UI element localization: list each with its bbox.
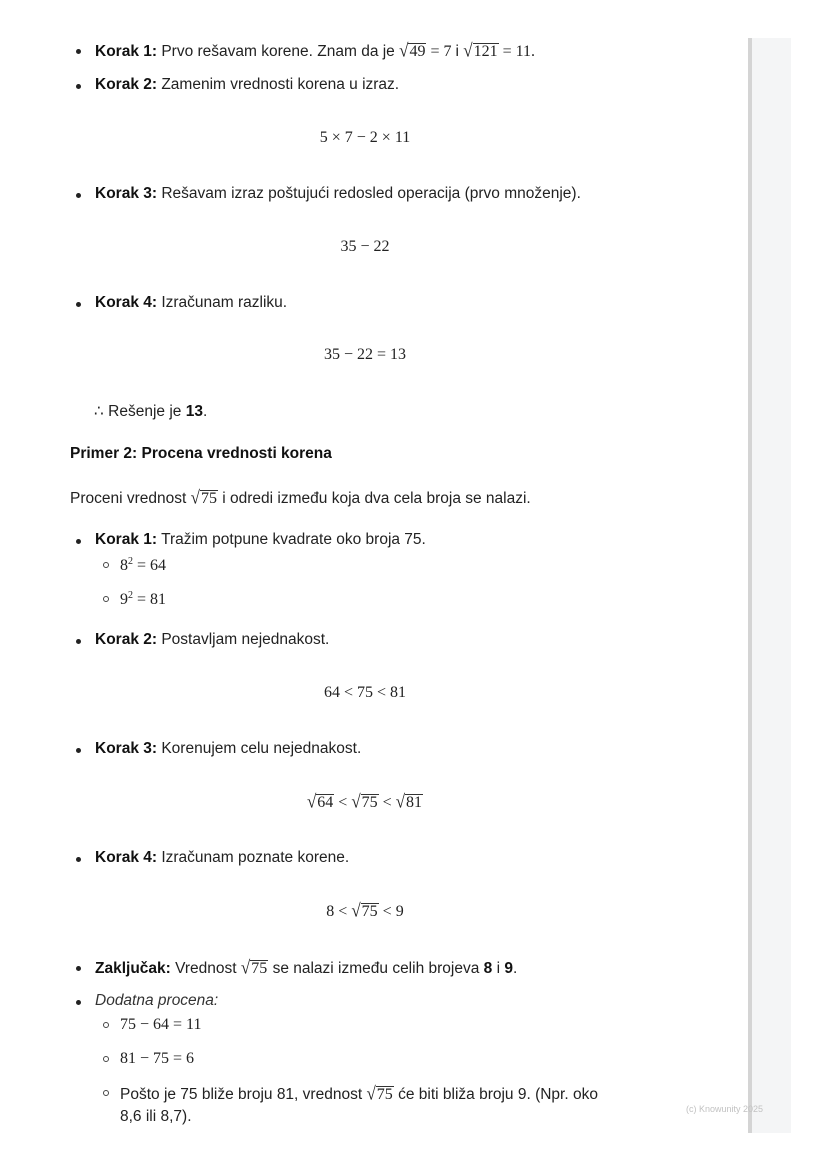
sub-list-item: 75 − 64 = 11 [120,1016,201,1034]
sub-list-item: $9^2 = 81$ [120,590,166,609]
bullet-icon [76,302,81,307]
sqrt-expression: √75 [351,900,378,921]
step-text: Rešavam izraz poštujući redosled operacija (prvo množenje). [161,185,581,202]
bullet-icon [76,748,81,753]
sqrt-icon: √ [190,487,200,508]
step-text: Postavljam nejednakost. [161,631,330,648]
bullet-icon [76,1000,81,1005]
step-label: Korak 4: [95,849,158,866]
step-label: Korak 3: [95,740,158,757]
step-text: Izračunam razliku. [161,294,288,311]
sqrt-icon: √ [366,1083,376,1104]
bullet-icon [76,539,81,544]
sqrt-icon: √ [463,40,473,61]
sqrt-expression: √121 [463,40,498,61]
sqrt-icon: √ [351,900,361,921]
bullet-icon [76,639,81,644]
sub-list-item-continuation: 8,6 ili 8,7). [120,1108,192,1125]
math-inline: √121 = 11. [463,40,536,61]
step-label: Korak 2: [95,76,158,93]
step-label: Korak 1: [95,531,158,548]
circle-bullet-icon [103,596,109,602]
sub-list-item: 81 − 75 = 6 [120,1050,194,1068]
sqrt-expression: √81 [395,791,423,812]
math-inline: √49 = 7 [399,40,452,61]
circle-bullet-icon [103,1022,109,1028]
sqrt-icon: √ [395,791,406,812]
sqrt-expression: √49 [399,40,426,61]
step-label: Dodatna procena: [95,992,219,1009]
sqrt-icon: √ [306,791,317,812]
step-label: Korak 4: [95,294,158,311]
circle-bullet-icon [103,1056,109,1062]
sqrt-expression: √75 [240,957,268,978]
watermark: (c) Knowunity 2025 [686,1104,764,1114]
math-display: √64 < √75 < √81 [306,791,423,812]
side-panel [752,38,791,1133]
sqrt-icon: √ [399,40,409,61]
step-text: Izračunam poznate korene. [161,849,350,866]
step-text: Prvo rešavam korene. Znam da je [161,43,395,60]
math-display: 35 − 22 = 13 [323,346,407,363]
sqrt-icon: √ [240,957,251,978]
sub-list-item: Pošto je 75 bliže broju 81, vrednost √75 će biti bliža broju 9. (Npr. oko [120,1084,598,1104]
step-label: Korak 2: [95,631,158,648]
math-display: 5 × 7 − 2 × 11 [319,129,411,146]
step-text: Tražim potpune kvadrate oko broja 75. [161,531,426,548]
step-label: Korak 1: [95,43,158,60]
bullet-icon [76,49,81,54]
sub-list-item: $8^2 = 64$ [120,556,166,575]
bullet-icon [76,84,81,89]
section-heading: Primer 2: Procena vrednosti korena [70,445,332,462]
sqrt-expression: √75 [351,791,378,812]
sqrt-expression: √64 [306,791,334,812]
conclusion-line: ∴ Rešenje je 13. [94,403,208,420]
step-text: Korenujem celu nejednakost. [161,740,362,757]
circle-bullet-icon [103,1090,109,1096]
bullet-icon [76,857,81,862]
circle-bullet-icon [103,562,109,568]
bullet-icon [76,966,81,971]
sqrt-expression: √75 [190,487,217,508]
math-display: 35 − 22 [340,238,390,255]
answer-value: 13 [185,403,203,420]
math-display: 64 < 75 < 81 [323,684,407,701]
sqrt-expression: √75 [366,1083,393,1104]
sqrt-icon: √ [351,791,361,812]
step-text: Zamenim vrednosti korena u izraz. [161,76,400,93]
step-label: Korak 3: [95,185,158,202]
step-label: Zaključak: [95,960,171,977]
math-display: 8 < √75 < 9 [326,900,404,921]
bullet-icon [76,193,81,198]
problem-statement: Proceni vrednost √75 i odredi između koja dva cela broja se nalazi. [70,487,531,508]
